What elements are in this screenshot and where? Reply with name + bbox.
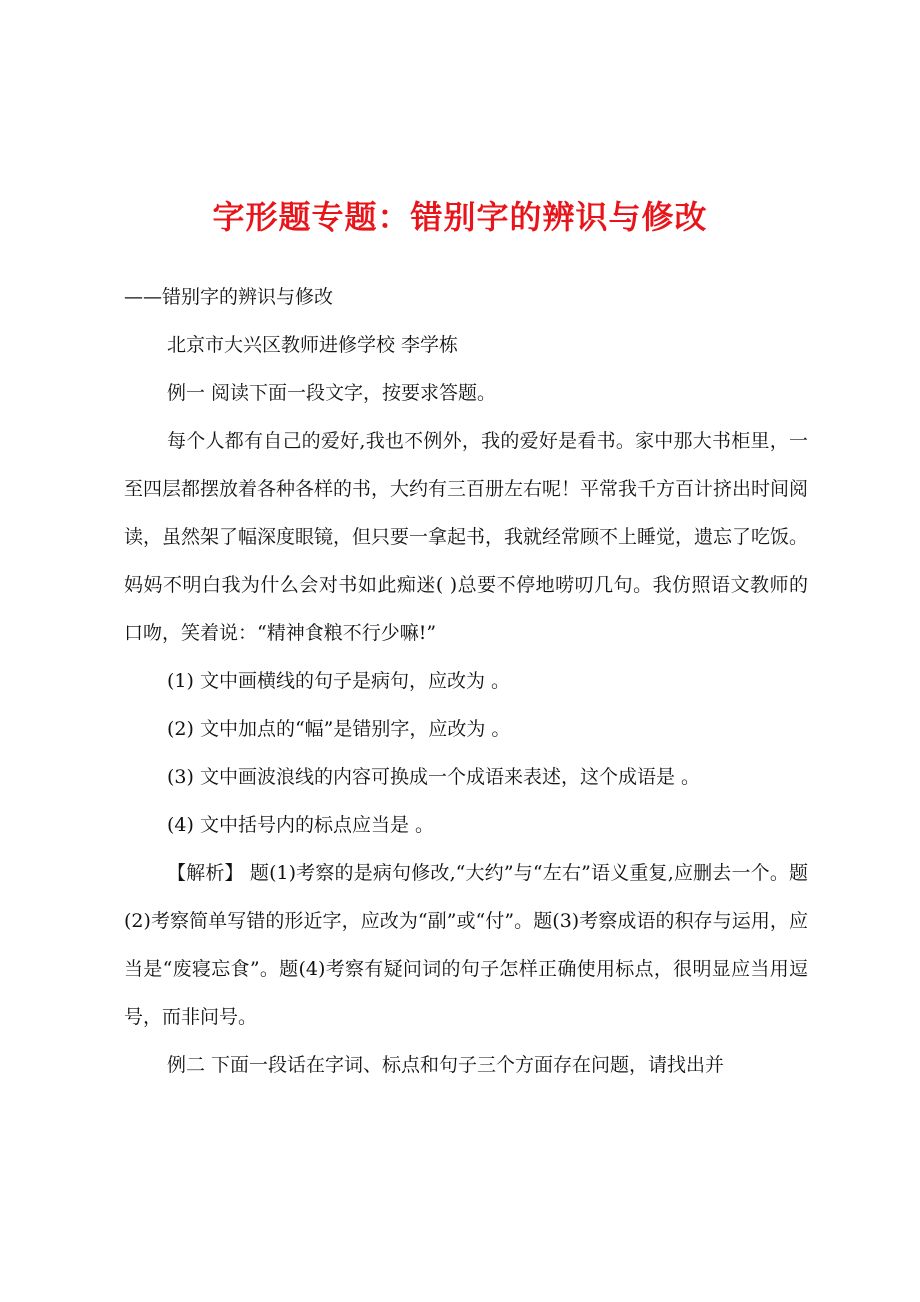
author-line: 北京市大兴区教师进修学校 李学栋 xyxy=(167,334,459,356)
analysis-paragraph: 【解析】 题(1)考察的是病句修改,“大约”与“左右”语义重复,应删去一个。题(2)考察简单写错的形近字，应改为“副”或“付”。题(3)考察成语的积存与运用，应当是“废寝忘食”。题(4)考察有疑问词的句子怎样正确使用标点，很明显应当用逗号，而非问号。 xyxy=(124,862,808,1028)
question-1: (1) 文中画横线的句子是病句，应改为 。 xyxy=(167,670,510,692)
example2-heading: 例二 下面一段话在字词、标点和句子三个方面存在问题，请找出并 xyxy=(167,1054,725,1076)
question-4: (4) 文中括号内的标点应当是 。 xyxy=(167,814,434,836)
question-2: (2) 文中加点的“幅”是错别字，应改为 。 xyxy=(167,718,511,740)
document-body xyxy=(124,273,808,1089)
example1-heading: 例一 阅读下面一段文字，按要求答题。 xyxy=(167,382,497,404)
question-3: (3) 文中画波浪线的内容可换成一个成语来表述，这个成语是 。 xyxy=(167,766,700,788)
document-title: 字形题专题：错别字的辨识与修改 xyxy=(212,198,708,236)
example1-passage: 每个人都有自己的爱好,我也不例外，我的爱好是看书。家中那大书柜里，一至四层都摆放着各种各样的书，大约有三百册左右呢！平常我千方百计挤出时间阅读，虽然架了幅深度眼镜，但只要一拿起书，我就经常顾不上睡觉，遗忘了吃饭。妈妈不明白我为什么会对书如此痴迷( )总要不停地唠叨几句。我仿照语文教师的口吻，笑着说：“精神食粮不行少嘛!” xyxy=(124,430,809,644)
subtitle: ——错别字的辨识与修改 xyxy=(124,286,334,308)
